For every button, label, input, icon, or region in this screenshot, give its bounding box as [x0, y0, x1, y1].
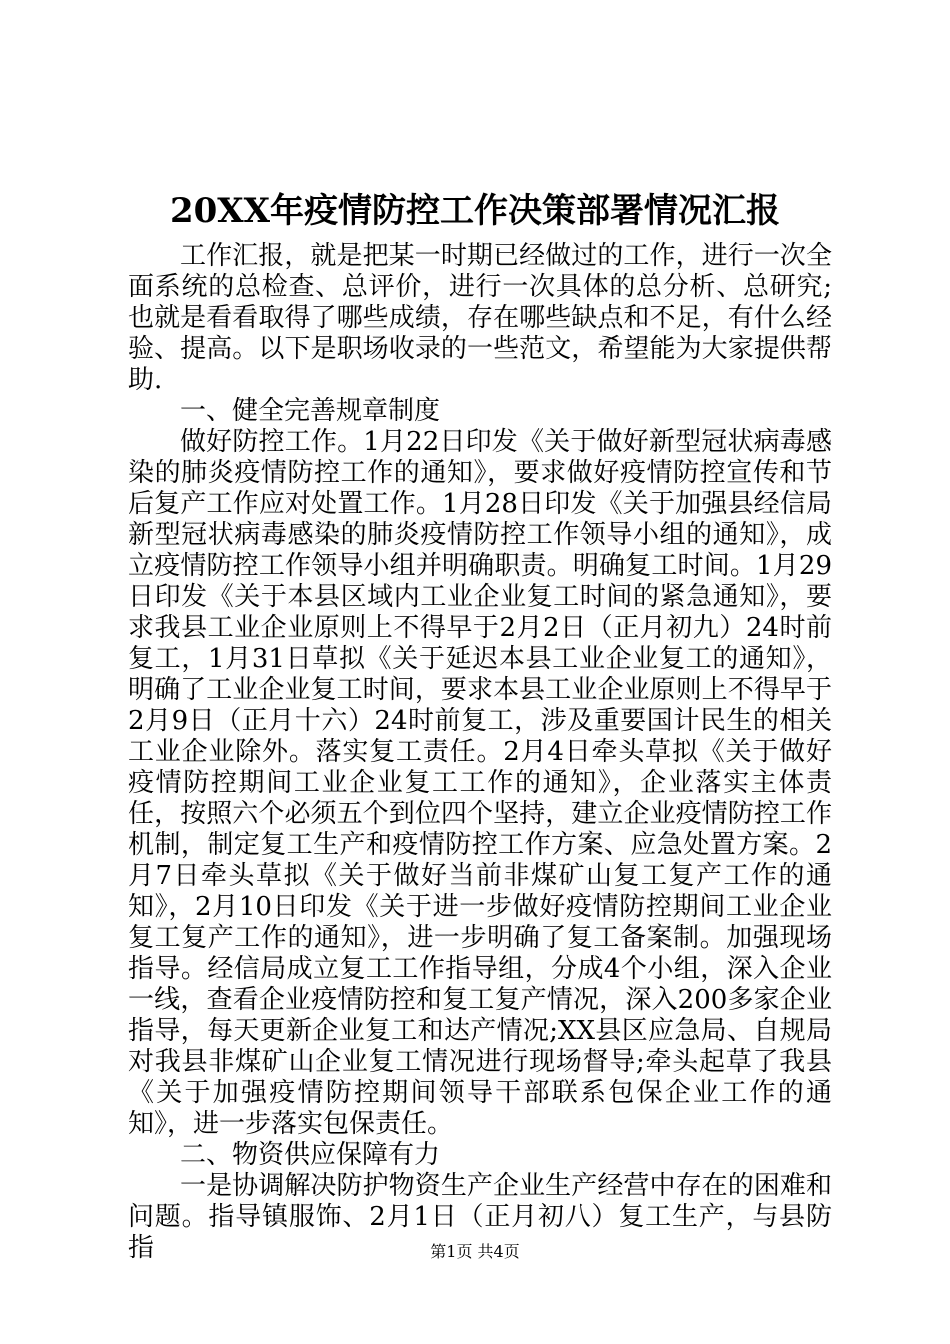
section-2-paragraph: 一是协调解决防护物资生产企业生产经营中存在的困难和问题。指导镇服饰、2月1日（正月初八）复工生产，与县防指 — [128, 1171, 832, 1263]
section-heading-1: 一、健全完善规章制度 — [180, 396, 441, 426]
document-body — [128, 241, 832, 1264]
intro-paragraph: 工作汇报，就是把某一时期已经做过的工作，进行一次全面系统的总检查、总评价，进行一次具体的总分析、总研究;也就是看看取得了哪些成绩，存在哪些缺点和不足，有什么经验、提高。以下是职场收录的一些范文，希望能为大家提供帮助. — [128, 241, 832, 395]
section-heading-2: 二、物资供应保障有力 — [180, 1140, 441, 1170]
page-number-footer: 第1页 共4页 — [430, 1242, 520, 1261]
section-1-paragraph: 做好防控工作。1月22日印发《关于做好新型冠状病毒感染的肺炎疫情防控工作的通知》，要求做好疫情防控宣传和节后复产工作应对处置工作。1月28日印发《关于加强县经信局新型冠状病毒感染的肺炎疫情防控工作领导小组的通知》，成立疫情防控工作领导小组并明确职责。明确复工时间。1月29日印发《关于本县区域内工业企业复工时间的紧急通知》，要求我县工业企业原则上不得早于2月2日（正月初九）24时前复工，1月31日草拟《关于延迟本县工业企业复工的通知》，明确了工业企业复工时间，要求本县工业企业原则上不得早于2月9日（正月十六）24时前复工，涉及重要国计民生的相关工业企业除外。落实复工责任。2月4日牵头草拟《关于做好疫情防控期间工业企业复工工作的通知》，企业落实主体责任，按照六个必须五个到位四个坚持，建立企业疫情防控工作机制，制定复工生产和疫情防控工作方案、应急处置方案。2月7日牵头草拟《关于做好当前非煤矿山复工复产工作的通知》，2月10日印发《关于进一步做好疫情防控期间工业企业复工复产工作的通知》，进一步明确了复工备案制。加强现场指导。经信局成立复工工作指导组，分成4个小组，深入企业一线，查看企业疫情防控和复工复产情况，深入200多家企业指导，每天更新企业复工和达产情况;XX县区应急局、自规局对我县非煤矿山企业复工情况进行现场督导;牵头起草了我县《关于加强疫情防控期间领导干部联系包保企业工作的通知》，进一步落实包保责任。 — [128, 427, 832, 1139]
document-title: 20XX年疫情防控工作决策部署情况汇报 — [169, 191, 781, 231]
